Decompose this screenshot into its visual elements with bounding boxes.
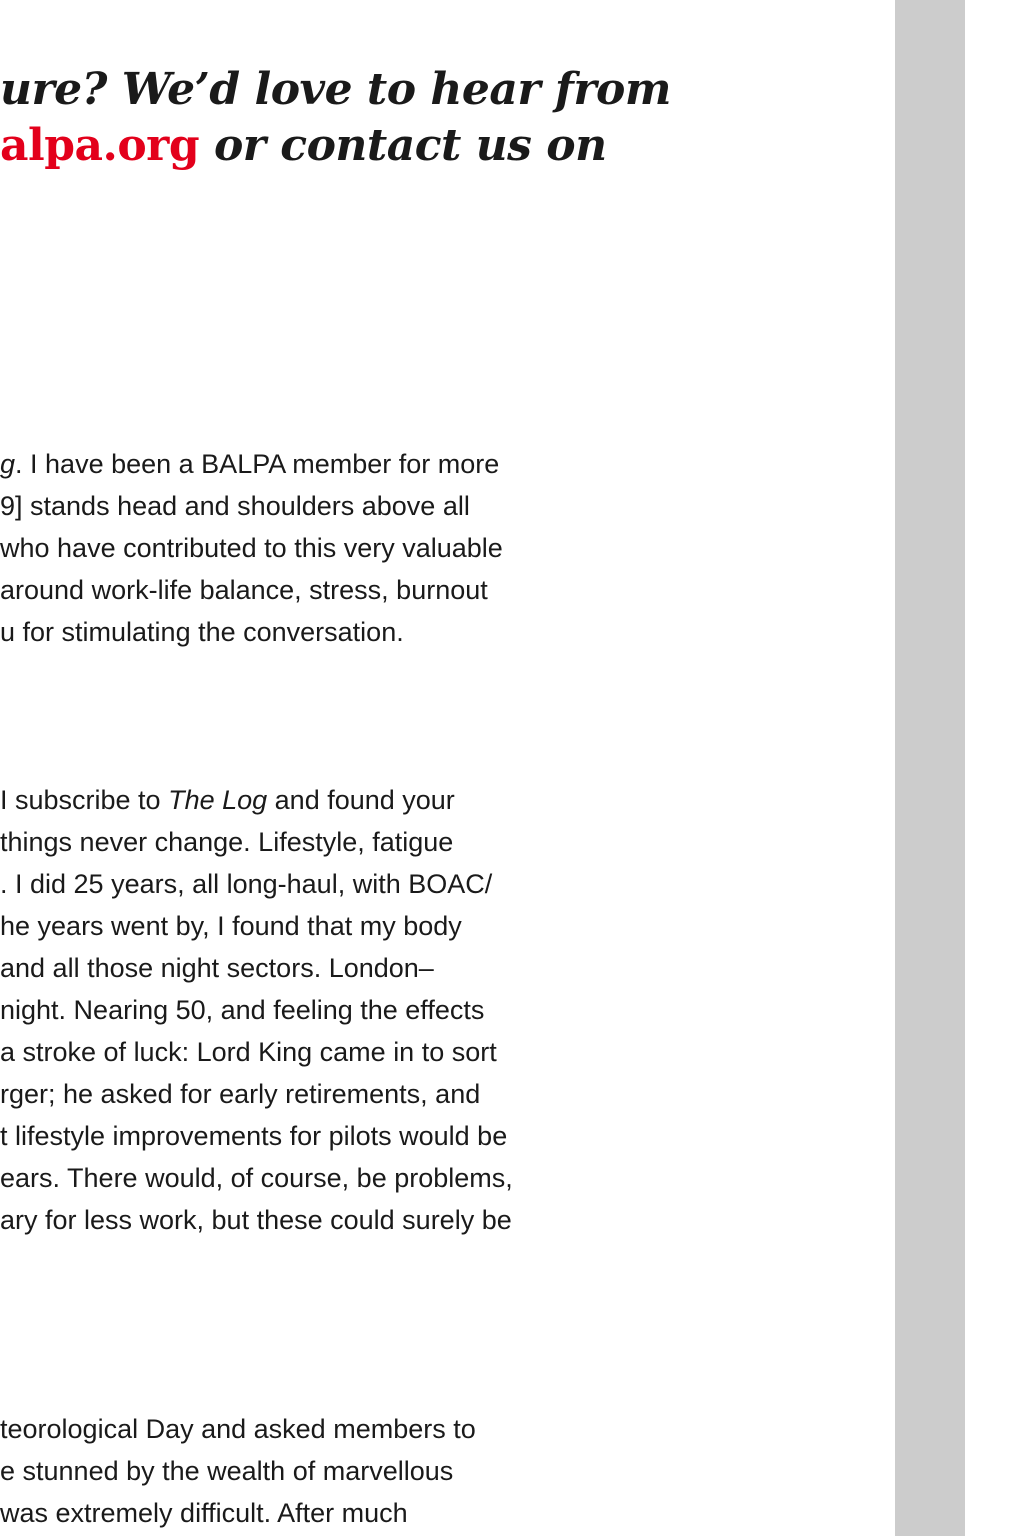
headline-line-1: ure? We’d love to hear from bbox=[0, 64, 671, 115]
paragraph-line: e stunned by the wealth of marvellous bbox=[0, 1456, 454, 1486]
letter-paragraph-2 bbox=[0, 779, 880, 1241]
paragraph-text: . I have been a BALPA member for more bbox=[15, 449, 500, 479]
paragraph-line: 9] stands head and shoulders above all bbox=[0, 491, 470, 521]
paragraph-line: night. Nearing 50, and feeling the effects bbox=[0, 995, 485, 1025]
paragraph-line bbox=[0, 779, 880, 821]
paragraph-line: and all those night sectors. London– bbox=[0, 953, 434, 983]
letters-headline bbox=[0, 62, 880, 174]
paragraph-line: ary for less work, but these could surely be bbox=[0, 1205, 512, 1235]
paragraph-line: who have contributed to this very valuable bbox=[0, 533, 503, 563]
paragraph-text: and found your bbox=[267, 785, 455, 815]
letter-paragraph-3 bbox=[0, 1408, 880, 1534]
letter-paragraph-1 bbox=[0, 443, 880, 653]
headline-line-2-rest: or contact us on bbox=[199, 120, 607, 171]
paragraph-line: he years went by, I found that my body bbox=[0, 911, 462, 941]
paragraph-line: around work-life balance, stress, burnout bbox=[0, 575, 488, 605]
paragraph-line: rger; he asked for early retirements, and bbox=[0, 1079, 481, 1109]
paragraph-line: was extremely difficult. After much bbox=[0, 1498, 408, 1528]
paragraph-line bbox=[0, 443, 880, 485]
paragraph-line: . I did 25 years, all long-haul, with BOAC/ bbox=[0, 869, 493, 899]
paragraph-line: a stroke of luck: Lord King came in to sort bbox=[0, 1037, 497, 1067]
paragraph-line: t lifestyle improvements for pilots would be bbox=[0, 1121, 508, 1151]
page-edge-strip bbox=[895, 0, 965, 1536]
paragraph-line: u for stimulating the conversation. bbox=[0, 617, 404, 647]
headline-line-2 bbox=[0, 118, 880, 174]
publication-title: The Log bbox=[168, 785, 268, 815]
paragraph-line: things never change. Lifestyle, fatigue bbox=[0, 827, 454, 857]
paragraph-line: ears. There would, of course, be problems, bbox=[0, 1163, 513, 1193]
email-link[interactable]: alpa.org bbox=[0, 120, 200, 171]
paragraph-line: teorological Day and asked members to bbox=[0, 1414, 476, 1444]
publication-title: g bbox=[0, 449, 16, 479]
paragraph-text: I subscribe to bbox=[0, 785, 169, 815]
